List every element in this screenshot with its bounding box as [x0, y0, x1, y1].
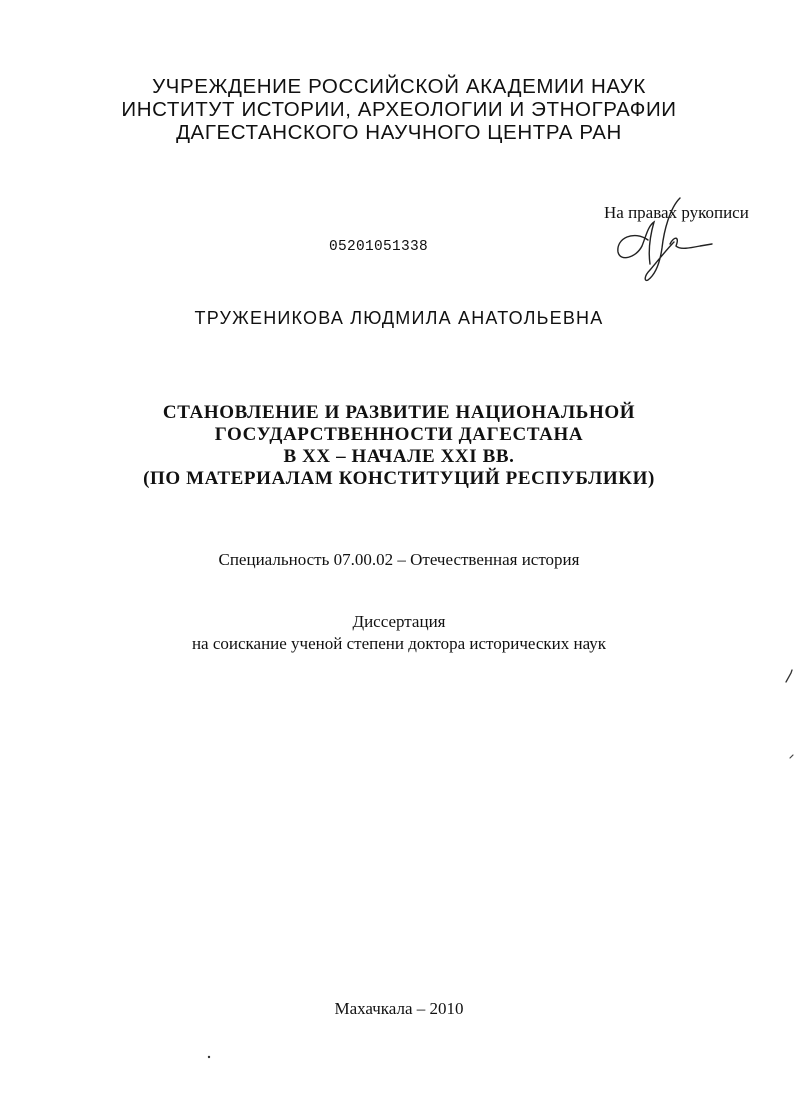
institution-line-3: ДАГЕСТАНСКОГО НАУЧНОГО ЦЕНТРА РАН: [176, 121, 622, 144]
dissertation-label: Диссертация: [352, 612, 446, 631]
scan-mark-1: [784, 668, 794, 684]
handwritten-signature: [604, 192, 714, 284]
serial-number: 05201051338: [329, 239, 429, 255]
manuscript-rights-note: На правах рукописи: [604, 203, 749, 222]
title-line-4: (ПО МАТЕРИАЛАМ КОНСТИТУЦИЙ РЕСПУБЛИКИ): [143, 468, 655, 489]
title-line-1: СТАНОВЛЕНИЕ И РАЗВИТИЕ НАЦИОНАЛЬНОЙ: [162, 402, 636, 423]
degree-line: на соискание ученой степени доктора исторических наук: [191, 634, 607, 653]
author-name: ТРУЖЕНИКОВА ЛЮДМИЛА АНАТОЛЬЕВНА: [194, 308, 604, 328]
scan-dot: [206, 1054, 212, 1060]
institution-line-2: ИНСТИТУТ ИСТОРИИ, АРХЕОЛОГИИ И ЭТНОГРАФИИ: [121, 98, 677, 121]
scan-mark-2: [788, 752, 796, 760]
title-line-3: В XX – НАЧАЛЕ XXI ВВ.: [283, 446, 515, 467]
title-line-2: ГОСУДАРСТВЕННОСТИ ДАГЕСТАНА: [214, 424, 584, 445]
place-and-year: Махачкала – 2010: [334, 999, 464, 1018]
specialty-line: Специальность 07.00.02 – Отечественная история: [218, 550, 580, 569]
institution-line-1: УЧРЕЖДЕНИЕ РОССИЙСКОЙ АКАДЕМИИ НАУК: [152, 75, 646, 98]
